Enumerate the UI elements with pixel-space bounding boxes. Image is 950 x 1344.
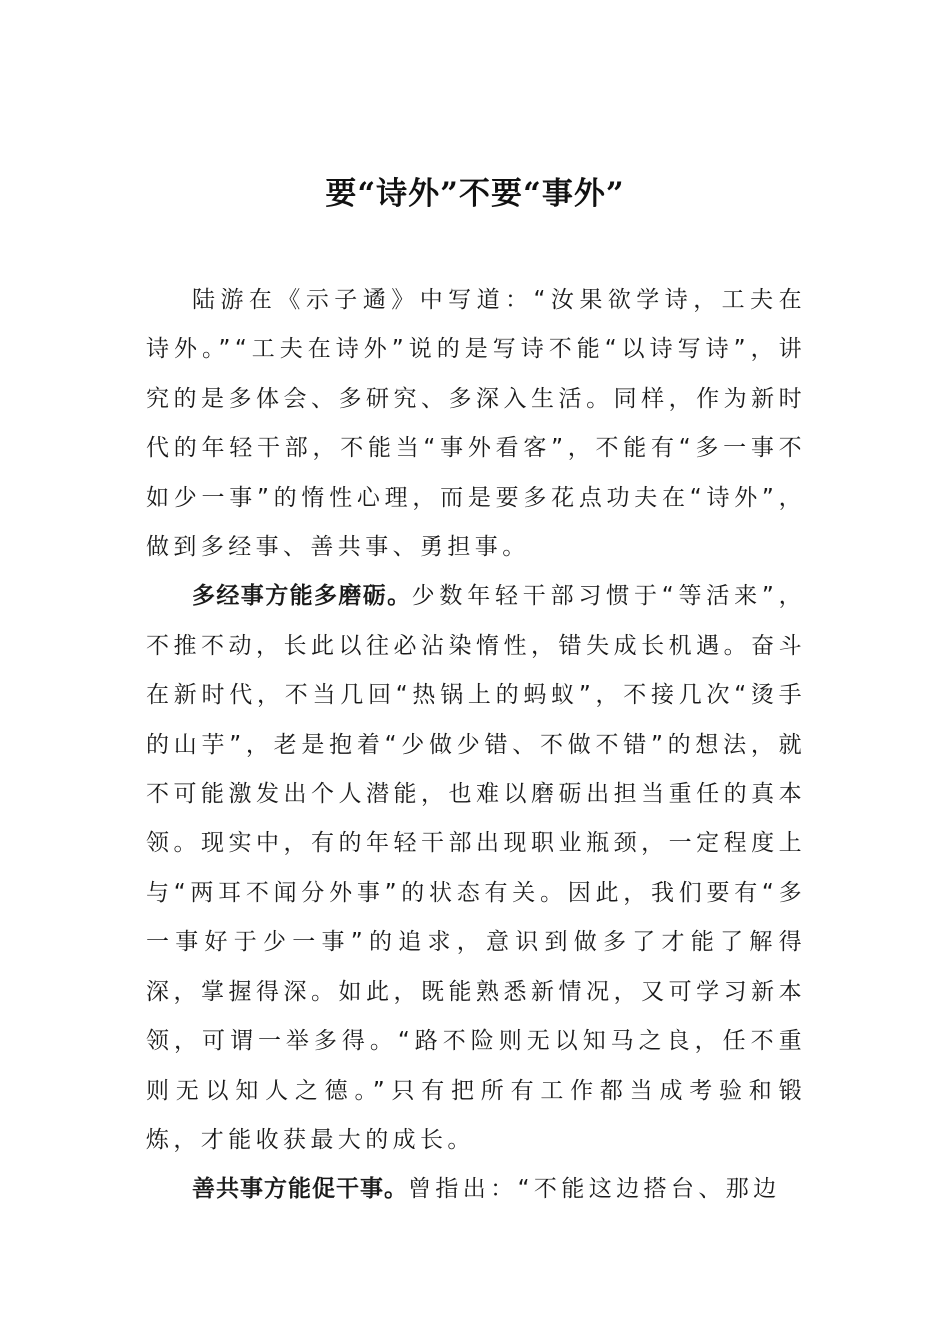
page-title: 要“诗外”不要“事外” bbox=[325, 176, 625, 212]
paragraph-lead: 善共事方能促干事。 bbox=[192, 1176, 408, 1203]
paragraph-intro bbox=[146, 276, 806, 572]
paragraph-experience bbox=[146, 572, 806, 1165]
paragraph-text: 陆游在《示子遹》中写道：“汝果欲学诗，工夫在诗外。”“工夫在诗外”说的是写诗不能“以诗写诗”，讲究的是多体会、多研究、多深入生活。同样，作为新时代的年轻干部，不能当“事外看客”，不能有“多一事不如少一事”的惰性心理，而是要多花点功夫在“诗外”，做到多经事、善共事、勇担事。 bbox=[146, 287, 806, 561]
paragraph-cooperation bbox=[146, 1165, 806, 1214]
paragraph-text: 少数年轻干部习惯于“等活来”，不推不动，长此以往必沾染惰性，错失成长机遇。奋斗在新时代，不当几回“热锅上的蚂蚁”，不接几次“烫手的山芋”，老是抱着“少做少错、不做不错”的想法，就不可能激发出个人潜能，也难以磨砺出担当重任的真本领。现实中，有的年轻干部出现职业瓶颈，一定程度上与“两耳不闻分外事”的状态有关。因此，我们要有“多一事好于少一事”的追求，意识到做多了才能了解得深，掌握得深。如此，既能熟悉新情况，又可学习新本领，可谓一举多得。“路不险则无以知马之良，任不重则无以知人之德。”只有把所有工作都当成考验和锻炼，才能收获最大的成长。 bbox=[146, 583, 806, 1153]
paragraph-text: 曾指出：“不能这边搭台、那边 bbox=[408, 1176, 781, 1203]
paragraph-lead: 多经事方能多磨砺。 bbox=[192, 583, 412, 610]
article-body bbox=[146, 276, 806, 1215]
